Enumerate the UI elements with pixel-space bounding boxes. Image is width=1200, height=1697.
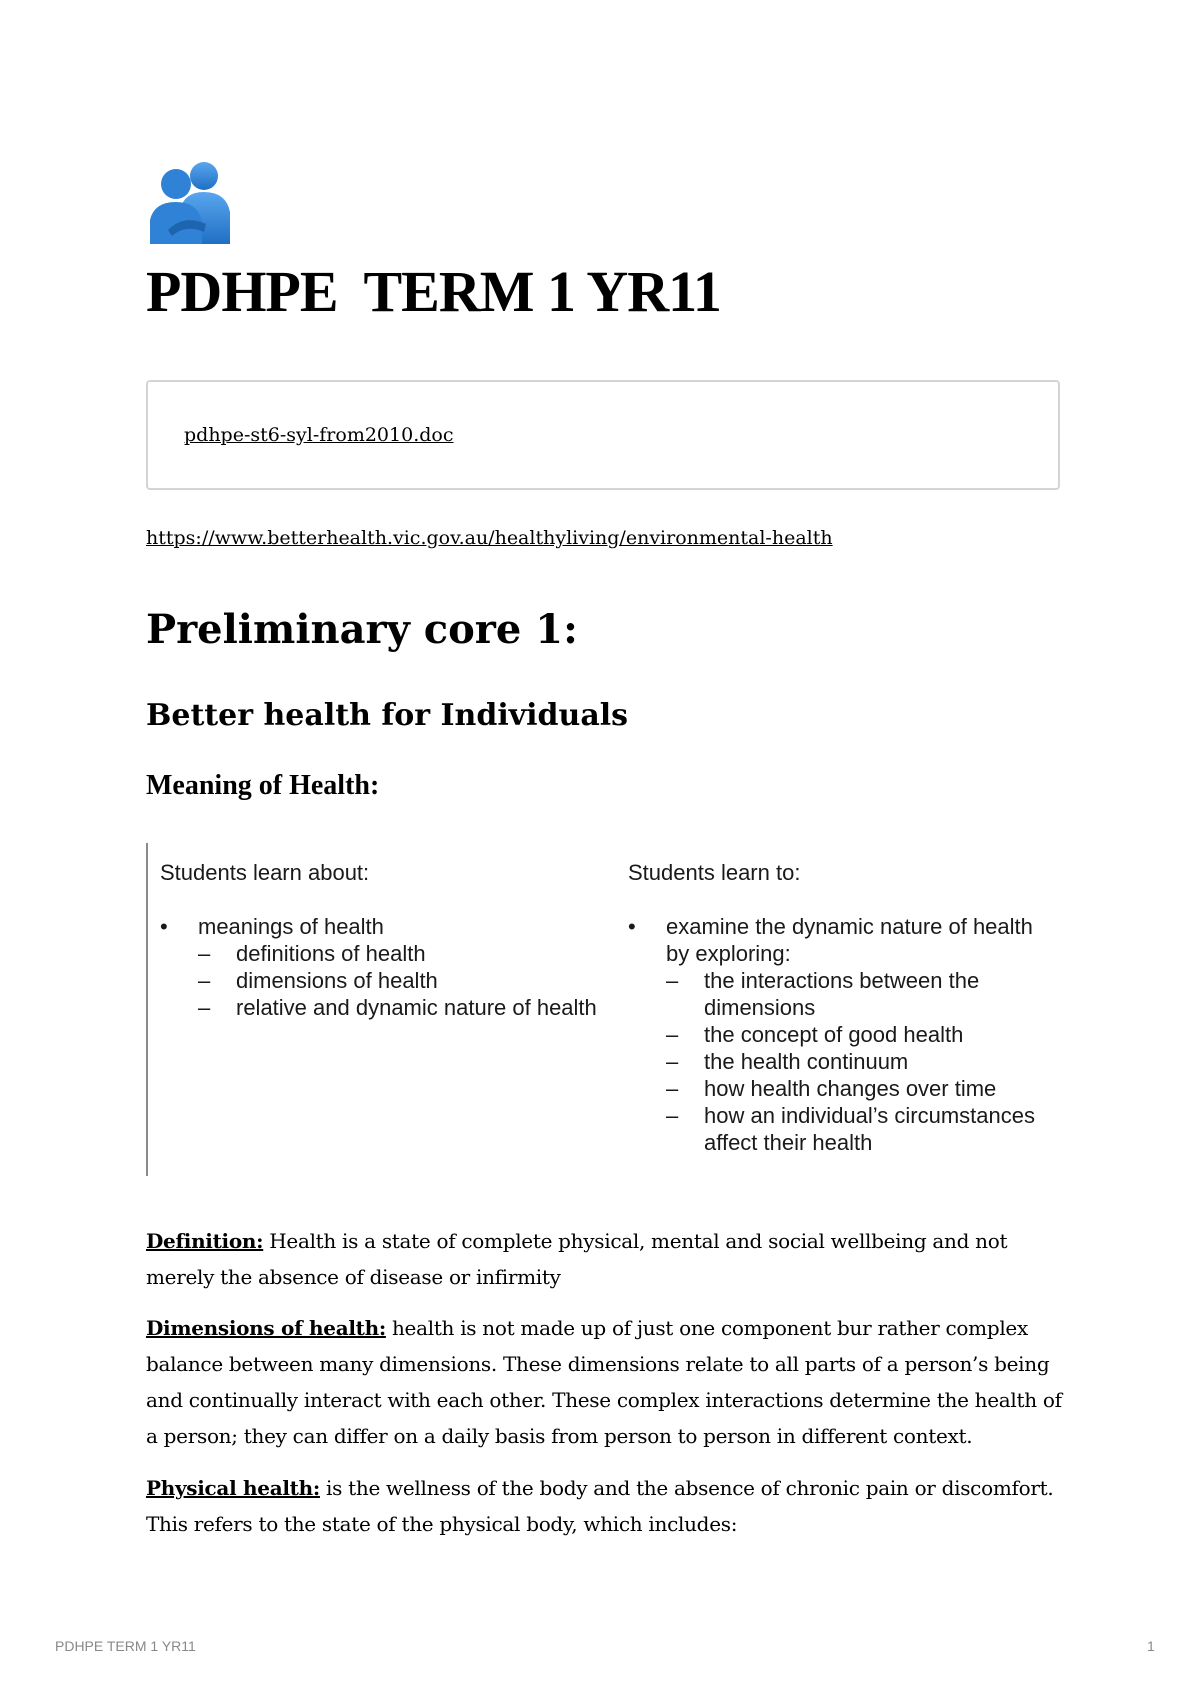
definition-text: Health is a state of complete physical, mental and social wellbeing and not merely the absence of disease or infirmity [146, 1229, 1008, 1289]
attachment-box [146, 380, 1060, 490]
two-people-icon [150, 160, 232, 244]
physical-health-term: Physical health: [146, 1476, 320, 1500]
footer-title: PDHPE TERM 1 YR11 [55, 1638, 196, 1654]
sub-list [198, 940, 600, 1021]
list-item-text: meanings of health [198, 914, 384, 939]
page-number: 1 [1147, 1638, 1155, 1654]
learn-to-column [628, 859, 1058, 1156]
list-item-text: examine the dynamic nature of health by exploring: [666, 914, 1033, 966]
dimensions-text: health is not made up of just one component bur rather complex balance between many dimensions. These dimensions relate to all parts of a person’s being and continually interact with each other. These complex interactions determine the health of a person; they can differ on a daily basis from person to person in different context. [146, 1316, 1062, 1448]
learn-about-list [160, 913, 600, 1021]
topic-heading: Meaning of Health: [146, 770, 380, 801]
learn-about-column [160, 859, 600, 1021]
sub-list-item: – the interactions between the dimensions [666, 967, 1058, 1021]
betterhealth-link[interactable]: https://www.betterhealth.vic.gov.au/healthyliving/environmental-health [146, 527, 833, 549]
sub-list-item: – how an individual’s circumstances affect their health [666, 1102, 1058, 1156]
subsection-heading: Better health for Individuals [146, 698, 629, 733]
sub-list-item: – dimensions of health [198, 967, 600, 994]
attachment-link[interactable]: pdhpe-st6-syl-from2010.doc [184, 424, 454, 446]
document-title: PDHPE TERM 1 YR11 [146, 259, 721, 324]
definition-term: Definition: [146, 1229, 264, 1253]
sub-list-item: – definitions of health [198, 940, 600, 967]
list-item [628, 913, 1058, 1156]
learn-about-heading: Students learn about: [160, 860, 370, 885]
sub-list [666, 967, 1058, 1156]
learn-to-list [628, 913, 1058, 1156]
definition-paragraph [146, 1223, 1066, 1295]
learn-to-heading: Students learn to: [628, 860, 801, 885]
sub-list-item: – relative and dynamic nature of health [198, 994, 600, 1021]
section-heading: Preliminary core 1: [146, 606, 578, 653]
syllabus-table [146, 843, 1060, 1176]
physical-health-paragraph [146, 1470, 1066, 1542]
dimensions-paragraph [146, 1310, 1066, 1454]
sub-list-item: – the concept of good health [666, 1021, 1058, 1048]
list-item [160, 913, 600, 1021]
sub-list-item: – how health changes over time [666, 1075, 1058, 1102]
sub-list-item: – the health continuum [666, 1048, 1058, 1075]
dimensions-term: Dimensions of health: [146, 1316, 386, 1340]
physical-health-text: is the wellness of the body and the absence of chronic pain or discomfort. This refers to the state of the physical body, which includes: [146, 1476, 1054, 1536]
